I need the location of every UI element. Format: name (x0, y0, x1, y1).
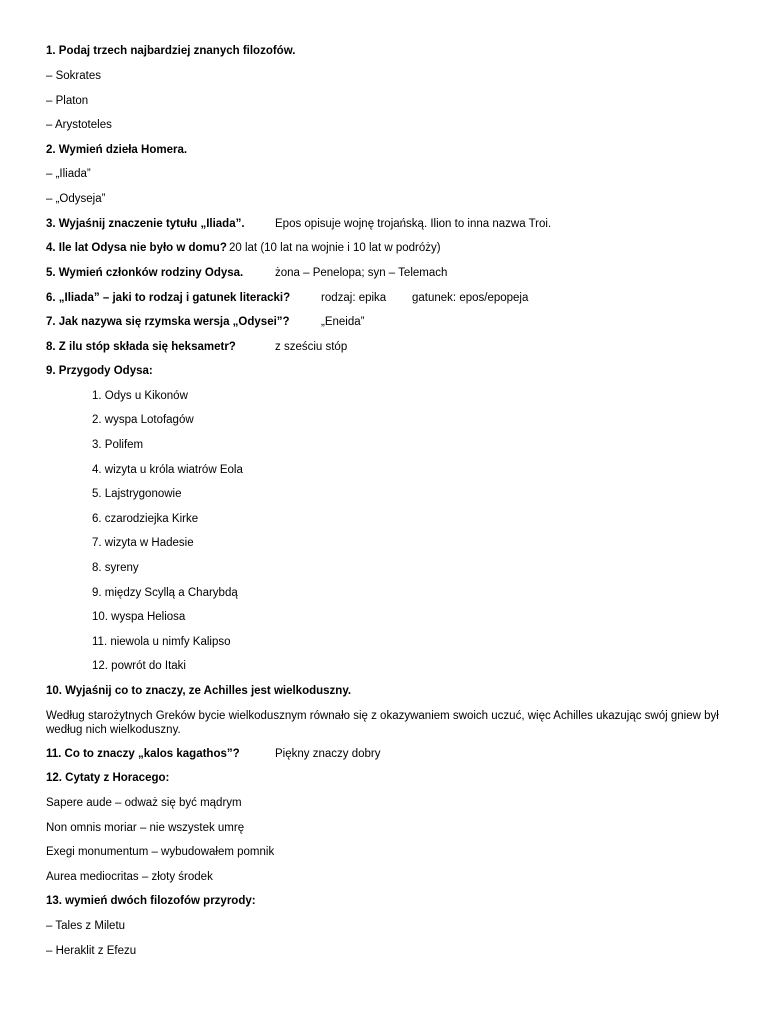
answer-10: Według starożytnych Greków bycie wielkodusznym równało się z okazywaniem swoich uczuć, więc Achilles ukazując swój gniew był według nich wielkoduszny. (46, 710, 719, 736)
list-item: 1. Odys u Kikonów (92, 390, 188, 402)
list-item: 9. między Scyllą a Charybdą (92, 587, 238, 599)
question-1: 1. Podaj trzech najbardziej znanych filozofów. (46, 45, 296, 57)
quote-2: Non omnis moriar – nie wszystek umrę (46, 822, 245, 834)
answer-1-3: – Arystoteles (46, 119, 112, 131)
answer-6-genre: gatunek: epos/epopeja (412, 292, 529, 304)
answer-4: 20 lat (10 lat na wojnie i 10 lat w podróży) (229, 242, 441, 254)
answer-1-1: – Sokrates (46, 70, 101, 82)
answer-3: Epos opisuje wojnę trojańską. Ilion to inna nazwa Troi. (275, 218, 552, 230)
list-item: 8. syreny (92, 562, 139, 574)
list-item: 10. wyspa Heliosa (92, 611, 186, 623)
list-item: 11. niewola u nimfy Kalipso (92, 636, 231, 648)
question-9: 9. Przygody Odysa: (46, 365, 153, 377)
list-item: 7. wizyta w Hadesie (92, 537, 194, 549)
list-item: 4. wizyta u króla wiatrów Eola (92, 464, 243, 476)
question-2: 2. Wymień dzieła Homera. (46, 144, 188, 156)
list-item: 3. Polifem (92, 439, 144, 451)
answer-11: Piękny znaczy dobry (275, 748, 381, 760)
question-8: 8. Z ilu stóp składa się heksametr? (46, 341, 236, 353)
answer-1-2: – Platon (46, 95, 89, 107)
question-7: 7. Jak nazywa się rzymska wersja „Odysei”? (46, 316, 290, 328)
question-11: 11. Co to znaczy „kalos kagathos”? (46, 748, 240, 760)
list-item: 12. powrót do Itaki (92, 660, 186, 672)
question-5: 5. Wymień członków rodziny Odysa. (46, 267, 244, 279)
question-10: 10. Wyjaśnij co to znaczy, ze Achilles jest wielkoduszny. (46, 685, 352, 697)
answer-7: „Eneida” (321, 316, 365, 328)
question-13: 13. wymień dwóch filozofów przyrody: (46, 895, 256, 907)
answer-6-kind: rodzaj: epika (321, 292, 387, 304)
list-item: 2. wyspa Lotofagów (92, 414, 194, 426)
question-6: 6. „Iliada” – jaki to rodzaj i gatunek literacki? (46, 292, 291, 304)
question-12: 12. Cytaty z Horacego: (46, 772, 170, 784)
quote-1: Sapere aude – odważ się być mądrym (46, 797, 242, 809)
answer-2-2: – „Odyseja” (46, 193, 106, 205)
answer-8: z sześciu stóp (275, 341, 348, 353)
answer-5: żona – Penelopa; syn – Telemach (275, 267, 448, 279)
question-3: 3. Wyjaśnij znaczenie tytułu „Iliada”. (46, 218, 245, 230)
answer-13-1: – Tales z Miletu (46, 920, 126, 932)
answer-2-1: – „Iliada” (46, 168, 91, 180)
answer-13-2: – Heraklit z Efezu (46, 945, 137, 957)
list-item: 5. Lajstrygonowie (92, 488, 182, 500)
question-4: 4. Ile lat Odysa nie było w domu? (46, 242, 227, 254)
quote-4: Aurea mediocritas – złoty środek (46, 871, 213, 883)
quote-3: Exegi monumentum – wybudowałem pomnik (46, 846, 275, 858)
list-item: 6. czarodziejka Kirke (92, 513, 199, 525)
